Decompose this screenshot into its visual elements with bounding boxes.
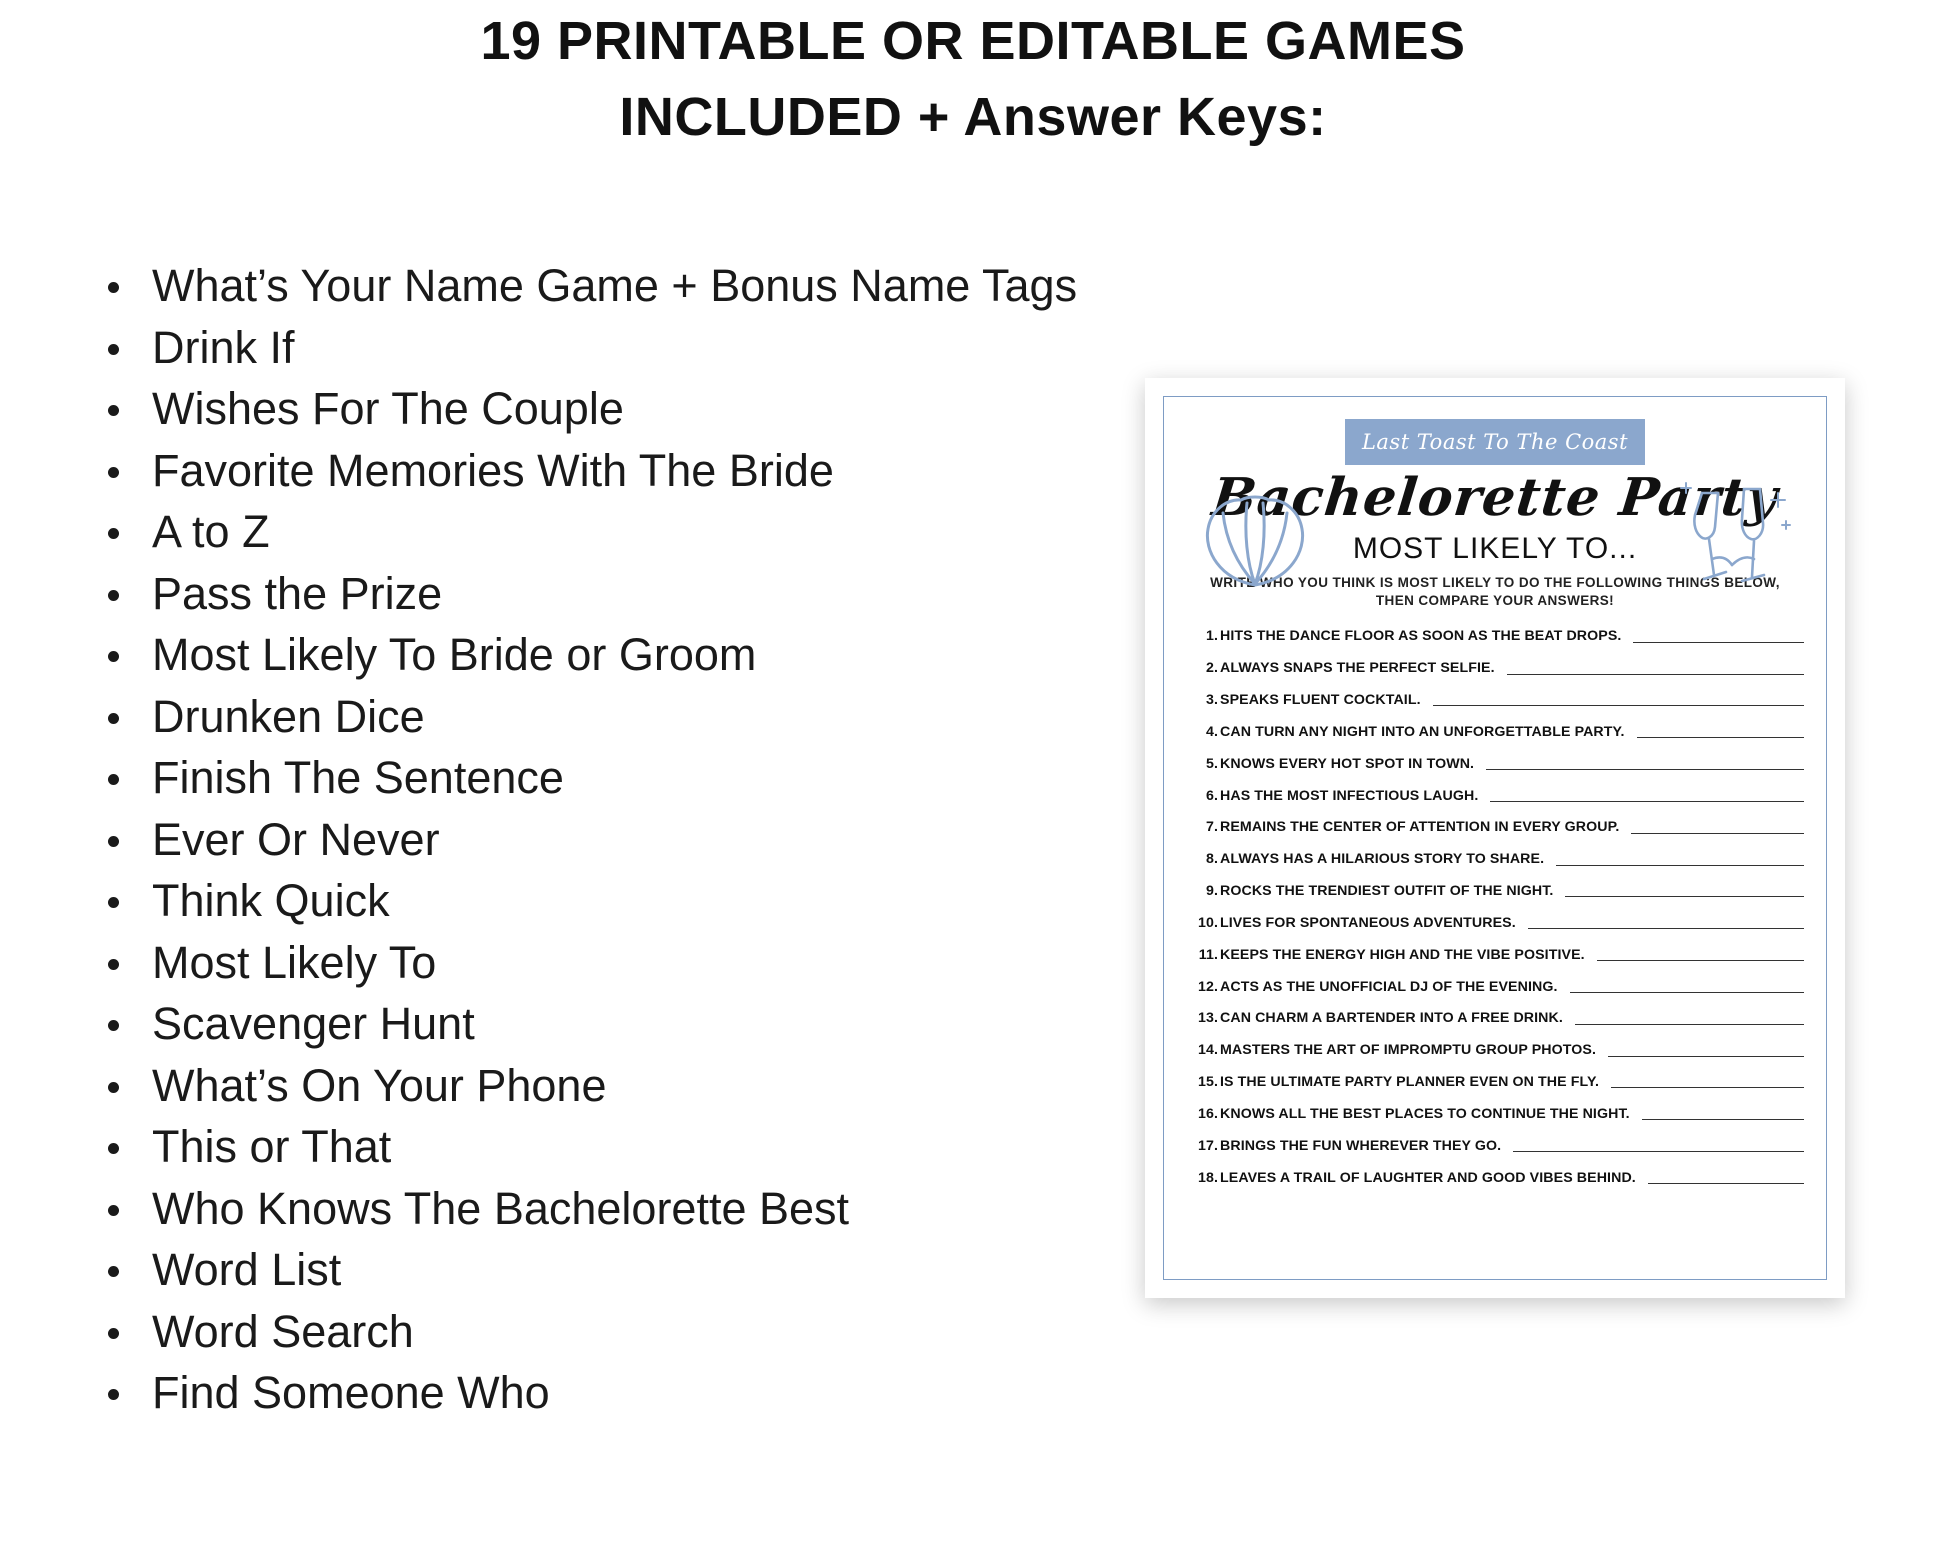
question-number: 13. xyxy=(1197,1010,1218,1027)
list-item: Who Knows The Bachelorette Best xyxy=(96,1178,1106,1240)
list-item: Most Likely To Bride or Groom xyxy=(96,624,1106,686)
list-item xyxy=(1192,1042,1804,1058)
question-text: REMAINS THE CENTER OF ATTENTION IN EVERY GROUP. xyxy=(1220,819,1620,836)
question-number: 5. xyxy=(1205,755,1218,772)
preview-banner xyxy=(1345,419,1645,465)
list-item: This or That xyxy=(96,1116,1106,1178)
question-text: LIVES FOR SPONTANEOUS ADVENTURES. xyxy=(1220,914,1516,931)
question-text: MASTERS THE ART OF IMPROMPTU GROUP PHOTOS. xyxy=(1220,1042,1596,1059)
list-item xyxy=(1192,1170,1804,1186)
answer-blank[interactable] xyxy=(1642,1107,1804,1120)
question-number: 1. xyxy=(1205,628,1218,645)
question-number: 2. xyxy=(1205,660,1218,677)
question-text: ALWAYS HAS A HILARIOUS STORY TO SHARE. xyxy=(1220,851,1545,868)
answer-blank[interactable] xyxy=(1648,1171,1804,1184)
list-item xyxy=(1192,1138,1804,1154)
question-text: ROCKS THE TRENDIEST OUTFIT OF THE NIGHT. xyxy=(1220,883,1554,900)
answer-blank[interactable] xyxy=(1556,853,1804,866)
list-item: Wishes For The Couple xyxy=(96,378,1106,440)
answer-blank[interactable] xyxy=(1611,1075,1804,1088)
question-number: 11. xyxy=(1198,946,1218,963)
question-text: BRINGS THE FUN WHEREVER THEY GO. xyxy=(1220,1137,1502,1154)
list-item: Favorite Memories With The Bride xyxy=(96,440,1106,502)
question-number: 14. xyxy=(1197,1042,1218,1059)
answer-blank[interactable] xyxy=(1486,757,1804,770)
answer-blank[interactable] xyxy=(1575,1012,1804,1025)
list-item xyxy=(1192,915,1804,931)
list-item: Finish The Sentence xyxy=(96,747,1106,809)
question-number: 10. xyxy=(1197,914,1218,931)
answer-blank[interactable] xyxy=(1637,725,1804,738)
question-number: 9. xyxy=(1205,883,1218,900)
answer-blank[interactable] xyxy=(1528,916,1804,929)
preview-border-frame xyxy=(1163,396,1827,1280)
answer-blank[interactable] xyxy=(1507,662,1804,675)
question-number: 15. xyxy=(1197,1074,1218,1091)
preview-banner-label: Last Toast To The Coast xyxy=(1361,430,1629,454)
question-text: SPEAKS FLUENT COCKTAIL. xyxy=(1220,692,1421,709)
question-text: ALWAYS SNAPS THE PERFECT SELFIE. xyxy=(1220,660,1495,677)
list-item xyxy=(1192,851,1804,867)
question-number: 18. xyxy=(1197,1169,1218,1186)
list-item: A to Z xyxy=(96,501,1106,563)
question-text: IS THE ULTIMATE PARTY PLANNER EVEN ON THE FLY. xyxy=(1220,1074,1600,1091)
list-item: Ever Or Never xyxy=(96,809,1106,871)
list-item xyxy=(1192,724,1804,740)
champagne-glasses-icon xyxy=(1666,475,1796,595)
preview-script-title: Bachelorette Party xyxy=(1209,467,1781,528)
answer-blank[interactable] xyxy=(1513,1139,1804,1152)
question-text: KNOWS ALL THE BEST PLACES TO CONTINUE THE NIGHT. xyxy=(1220,1105,1630,1122)
list-item: What’s Your Name Game + Bonus Name Tags xyxy=(96,255,1106,317)
list-item: Word List xyxy=(96,1239,1106,1301)
list-item xyxy=(1192,1106,1804,1122)
list-item: What’s On Your Phone xyxy=(96,1055,1106,1117)
list-item: Pass the Prize xyxy=(96,563,1106,625)
seashell-icon xyxy=(1200,493,1310,589)
question-text: ACTS AS THE UNOFFICIAL DJ OF THE EVENING. xyxy=(1220,978,1558,995)
answer-blank[interactable] xyxy=(1433,693,1804,706)
list-item: Word Search xyxy=(96,1301,1106,1363)
question-text: KNOWS EVERY HOT SPOT IN TOWN. xyxy=(1220,755,1475,772)
list-item xyxy=(1192,883,1804,899)
list-item xyxy=(1192,692,1804,708)
games-list xyxy=(96,255,1106,1424)
page-title-line-2: INCLUDED + Answer Keys: xyxy=(619,86,1327,147)
preview-instructions: WRITE WHO YOU THINK IS MOST LIKELY TO DO THE FOLLOWING THINGS BELOW, THEN COMPARE YOUR ANSWERS! xyxy=(1210,575,1780,609)
answer-blank[interactable] xyxy=(1565,884,1804,897)
question-text: CAN TURN ANY NIGHT INTO AN UNFORGETTABLE PARTY. xyxy=(1220,723,1625,740)
question-text: LEAVES A TRAIL OF LAUGHTER AND GOOD VIBES BEHIND. xyxy=(1220,1169,1636,1186)
question-number: 17. xyxy=(1197,1137,1218,1154)
answer-blank[interactable] xyxy=(1490,789,1804,802)
question-number: 6. xyxy=(1205,787,1218,804)
question-number: 16. xyxy=(1197,1105,1218,1122)
answer-blank[interactable] xyxy=(1631,821,1804,834)
list-item xyxy=(1192,628,1804,644)
list-item xyxy=(1192,979,1804,995)
list-item: Drunken Dice xyxy=(96,686,1106,748)
list-item xyxy=(1192,947,1804,963)
question-text: HITS THE DANCE FLOOR AS SOON AS THE BEAT DROPS. xyxy=(1220,628,1622,645)
list-item xyxy=(1192,756,1804,772)
list-item: Find Someone Who xyxy=(96,1362,1106,1424)
list-item: Think Quick xyxy=(96,870,1106,932)
page-title xyxy=(0,0,1946,151)
questions-list xyxy=(1192,628,1804,1185)
list-item: Drink If xyxy=(96,317,1106,379)
list-item xyxy=(1192,1074,1804,1090)
answer-blank[interactable] xyxy=(1570,980,1804,993)
answer-blank[interactable] xyxy=(1597,948,1804,961)
page-title-line-1: 19 PRINTABLE OR EDITABLE GAMES xyxy=(480,11,1466,71)
question-text: HAS THE MOST INFECTIOUS LAUGH. xyxy=(1220,787,1479,804)
answer-blank[interactable] xyxy=(1608,1044,1804,1057)
list-item: Most Likely To xyxy=(96,932,1106,994)
question-number: 3. xyxy=(1205,692,1218,709)
answer-blank[interactable] xyxy=(1633,630,1804,643)
list-item xyxy=(1192,788,1804,804)
question-number: 4. xyxy=(1205,723,1218,740)
list-item: Scavenger Hunt xyxy=(96,993,1106,1055)
list-item xyxy=(1192,660,1804,676)
printable-preview-card xyxy=(1145,378,1845,1298)
question-number: 7. xyxy=(1205,819,1218,836)
list-item xyxy=(1192,819,1804,835)
question-number: 12. xyxy=(1197,978,1218,995)
list-item xyxy=(1192,1010,1804,1026)
preview-subtitle: MOST LIKELY TO... xyxy=(1352,532,1638,565)
question-number: 8. xyxy=(1205,851,1218,868)
question-text: KEEPS THE ENERGY HIGH AND THE VIBE POSITIVE. xyxy=(1220,946,1585,963)
question-text: CAN CHARM A BARTENDER INTO A FREE DRINK. xyxy=(1220,1010,1563,1027)
